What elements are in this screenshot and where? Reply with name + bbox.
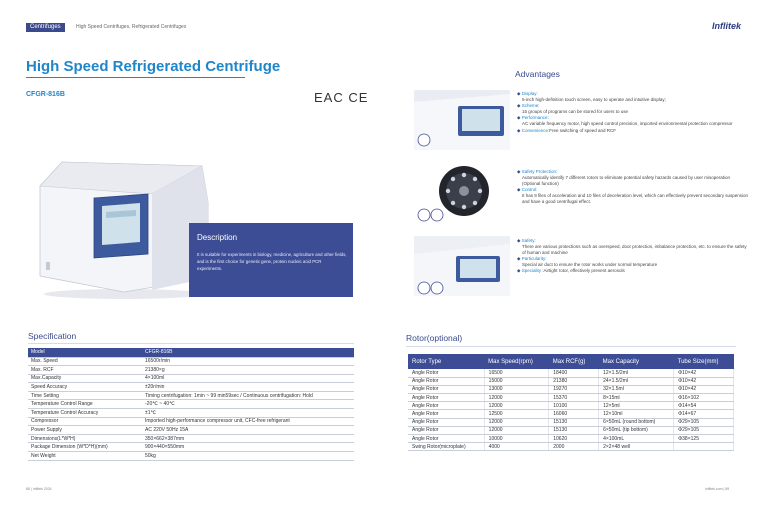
advantages-group-1 xyxy=(517,91,749,134)
table-cell xyxy=(674,443,734,451)
table-cell: 12×1.5/2ml xyxy=(599,369,674,377)
table-cell: Φ38×125 xyxy=(674,435,734,443)
table-header-row xyxy=(408,354,734,369)
table-row xyxy=(28,452,354,461)
table-cell: 12×5ml xyxy=(599,402,674,410)
table-row xyxy=(28,426,354,435)
advantage-text: There are various protections such as overspeed, door protection, imbalance protection, etc. to ensure the safety of human and machine xyxy=(522,244,747,256)
spec-value: 350×662×387mm xyxy=(142,434,354,443)
specification-divider xyxy=(28,343,354,344)
table-row xyxy=(28,400,354,409)
model-code: CFGR-816B xyxy=(26,91,65,98)
bullet-icon: ◆ xyxy=(517,91,522,96)
table-row xyxy=(408,426,734,434)
rotor-title: Rotor(optional) xyxy=(406,333,463,343)
table-cell: 12500 xyxy=(484,410,549,418)
advantages-group-2 xyxy=(517,169,749,206)
table-cell: Angle Rotor xyxy=(408,426,484,434)
table-row xyxy=(408,443,734,451)
spec-value: AC 220V 50Hz 15A xyxy=(142,426,354,435)
table-cell: 10100 xyxy=(549,402,599,410)
specification-title: Specification xyxy=(28,331,77,341)
spec-key: Time Setting xyxy=(28,391,142,400)
table-cell: Φ10×42 xyxy=(674,369,734,377)
table-header-cell: Max Speed(rpm) xyxy=(484,354,549,369)
advantage-heading xyxy=(517,268,749,274)
table-cell: Angle Rotor xyxy=(408,385,484,393)
advantage-heading-text: Control: xyxy=(521,187,538,193)
rotor-photo xyxy=(414,163,510,223)
table-cell: 12000 xyxy=(484,426,549,434)
table-cell: 24×1.5/2ml xyxy=(599,377,674,385)
table-cell: Angle Rotor xyxy=(408,410,484,418)
table-cell: Angle Rotor xyxy=(408,418,484,426)
advantage-heading-text: Safety Protection: xyxy=(521,169,558,174)
advantage-heading-text: Scheme: xyxy=(521,103,540,109)
bullet-icon: ◆ xyxy=(517,256,522,262)
table-header-cell: Max Capacity xyxy=(599,354,674,369)
table-cell: 21380 xyxy=(549,377,599,385)
table-cell: Angle Rotor xyxy=(408,394,484,402)
table-row xyxy=(408,418,734,426)
table-cell: 2000 xyxy=(549,443,599,451)
table-row xyxy=(408,377,734,385)
advantage-text: It has 9 files of acceleration and 10 files of deceleration level, which can effectively prevent secondary suspension and have a good centrifugal effect. xyxy=(522,193,749,205)
page-title: High Speed Refrigerated Centrifuge xyxy=(26,58,281,75)
table-cell: Angle Rotor xyxy=(408,435,484,443)
advantage-text: Free switching of speed and RCF xyxy=(549,127,617,133)
table-cell: 4000 xyxy=(484,443,549,451)
centrifuge-image xyxy=(32,158,212,300)
advantage-heading-text: Safety: xyxy=(521,238,536,243)
table-row xyxy=(28,383,354,392)
advantage-item xyxy=(517,115,749,127)
brand-logo: Inflitek xyxy=(712,21,742,31)
advantage-text: 5-inch high-definition touch screen, easy to operate and intuitive display; xyxy=(522,97,666,103)
table-cell: 19270 xyxy=(549,385,599,393)
table-row xyxy=(408,435,734,443)
advantage-heading-text: Display: xyxy=(521,91,538,96)
spec-key: Speed Accuracy xyxy=(28,383,142,392)
table-row xyxy=(28,417,354,426)
spec-value: 50kg xyxy=(142,452,354,461)
table-cell: 12000 xyxy=(484,418,549,426)
table-row xyxy=(28,366,354,375)
spec-key: Dimensions(L*W*H) xyxy=(28,434,142,443)
table-cell: 16060 xyxy=(549,410,599,418)
advantage-item xyxy=(517,238,749,256)
table-cell: 12000 xyxy=(484,394,549,402)
table-cell: 15370 xyxy=(549,394,599,402)
advantage-text: Airtight rotor, effectively prevent aerosols xyxy=(543,268,625,274)
table-cell: 12000 xyxy=(484,402,549,410)
table-cell: 12×10ml xyxy=(599,410,674,418)
table-header-cell: Tube Size(mm) xyxy=(674,354,734,369)
spec-value: ±20r/min xyxy=(142,383,354,392)
spec-key: Temperature Control Range xyxy=(28,400,142,409)
spec-key: Max. Speed xyxy=(28,357,142,366)
advantage-item xyxy=(517,187,749,205)
bullet-icon: ◆ xyxy=(517,103,522,109)
safety-photo xyxy=(414,236,510,296)
table-cell: Φ16×102 xyxy=(674,394,734,402)
table-cell: Φ29×105 xyxy=(674,418,734,426)
table-row xyxy=(408,394,734,402)
table-row xyxy=(408,402,734,410)
table-cell: 10000 xyxy=(484,435,549,443)
spec-key: Power Supply xyxy=(28,426,142,435)
advantage-item xyxy=(517,128,749,134)
table-header-cell: Model xyxy=(28,348,142,357)
table-cell: 6×50mL (tip bottom) xyxy=(599,426,674,434)
advantage-item xyxy=(517,256,749,268)
table-cell: Φ10×42 xyxy=(674,377,734,385)
spec-key: Temperature Control Accuracy xyxy=(28,409,142,418)
rotor-table xyxy=(408,354,734,451)
advantage-heading-text: Speciality : xyxy=(521,268,544,274)
advantage-heading-text: Performance: xyxy=(521,115,549,121)
table-row xyxy=(408,410,734,418)
advantage-item xyxy=(517,268,749,274)
table-cell: Φ10×42 xyxy=(674,385,734,393)
description-box xyxy=(189,223,353,297)
table-header-cell: Rotor Type xyxy=(408,354,484,369)
advantages-group-3 xyxy=(517,238,749,275)
table-cell: 15130 xyxy=(549,418,599,426)
table-row xyxy=(28,357,354,366)
spec-value: ±1℃ xyxy=(142,409,354,418)
spec-value: 21380×g xyxy=(142,366,354,375)
table-cell: 2×2×48 well xyxy=(599,443,674,451)
table-cell: Angle Rotor xyxy=(408,402,484,410)
table-cell: 18400 xyxy=(549,369,599,377)
table-cell: Swing Rotor(microplate) xyxy=(408,443,484,451)
table-cell: 32×1.5ml xyxy=(599,385,674,393)
table-row xyxy=(408,369,734,377)
table-cell: Φ29×105 xyxy=(674,426,734,434)
category-subtitle: High Speed Centrifuges, Refrigerated Centrifuges xyxy=(76,24,187,30)
category-tag: Centrifuges xyxy=(26,23,65,32)
title-underline xyxy=(26,77,245,78)
spec-value: 900×440×550mm xyxy=(142,443,354,452)
bullet-icon: ◆ xyxy=(517,115,522,121)
specification-table xyxy=(28,348,354,461)
table-row xyxy=(28,434,354,443)
table-cell: 6×50mL (round bottom) xyxy=(599,418,674,426)
spec-key: Package Dimension (W*D*H)(mm) xyxy=(28,443,142,452)
advantage-heading-text: Convenience: xyxy=(521,127,550,133)
table-cell: 15130 xyxy=(549,426,599,434)
advantage-item xyxy=(517,169,749,187)
advantage-text: Special air duct to ensure the rotor works under normal temperature xyxy=(522,262,658,268)
table-cell: 4×100mL xyxy=(599,435,674,443)
table-cell: Φ14×54 xyxy=(674,402,734,410)
bullet-icon: ◆ xyxy=(517,268,522,274)
advantage-item xyxy=(517,91,749,103)
table-row xyxy=(28,374,354,383)
table-cell: Angle Rotor xyxy=(408,369,484,377)
page-number-right: inflitek.com | 89 xyxy=(705,487,730,491)
spec-key: Net Weight xyxy=(28,452,142,461)
advantage-heading-text: Particularity: xyxy=(521,256,547,262)
advantage-heading xyxy=(517,128,749,134)
advantage-item xyxy=(517,103,749,115)
spec-key: Compressor xyxy=(28,417,142,426)
table-header-cell: Max RCF(g) xyxy=(549,354,599,369)
spec-value: Imported high-performance compressor unit, CFC-free refrigerant xyxy=(142,417,354,426)
table-cell: 16500 xyxy=(484,369,549,377)
spec-value: -20℃ ~ 40℃ xyxy=(142,400,354,409)
table-row xyxy=(28,443,354,452)
spec-key: Max. RCF xyxy=(28,366,142,375)
table-header-row xyxy=(28,348,354,357)
spec-value: 4×100ml xyxy=(142,374,354,383)
spec-value: Timing centrifugation: 1min ~ 99 min59sec / Continuous centrifugation: Hold xyxy=(142,391,354,400)
description-title: Description xyxy=(197,233,238,242)
advantage-text: 15 groups of programs can be stored for users to use xyxy=(522,109,629,115)
spec-key: Max.Capacity xyxy=(28,374,142,383)
page-number-left: 88 | Inflitek 2024 xyxy=(26,487,52,491)
bullet-icon: ◆ xyxy=(517,238,522,243)
advantage-text: AC variable frequency motor, high speed control precision, imported environmental protection compressor xyxy=(522,121,733,127)
bullet-icon: ◆ xyxy=(517,169,522,174)
bullet-icon: ◆ xyxy=(517,127,522,133)
table-cell: 10620 xyxy=(549,435,599,443)
table-row xyxy=(28,391,354,400)
table-cell: Angle Rotor xyxy=(408,377,484,385)
table-row xyxy=(28,409,354,418)
table-cell: 8×15ml xyxy=(599,394,674,402)
table-row xyxy=(408,385,734,393)
advantage-text: Automatically identify 7 different rotors to eliminate potential safety hazards caused by user misoperation (Optional function) xyxy=(522,175,731,187)
table-cell: 15000 xyxy=(484,377,549,385)
display-photo xyxy=(414,90,510,150)
spec-value: 16500r/min xyxy=(142,357,354,366)
table-cell: Φ14×67 xyxy=(674,410,734,418)
advantages-title: Advantages xyxy=(515,69,560,79)
rotor-divider xyxy=(406,346,736,347)
description-text: It is suitable for experiments in biology, medicine, agriculture and other fields, and is the first choice for genetic gene, protein nucleic acid PCR experiments. xyxy=(197,252,347,271)
table-cell: 13000 xyxy=(484,385,549,393)
certification-marks: EAC CE xyxy=(314,90,369,105)
table-header-cell: CFGR-816B xyxy=(142,348,354,357)
bullet-icon: ◆ xyxy=(517,187,522,193)
